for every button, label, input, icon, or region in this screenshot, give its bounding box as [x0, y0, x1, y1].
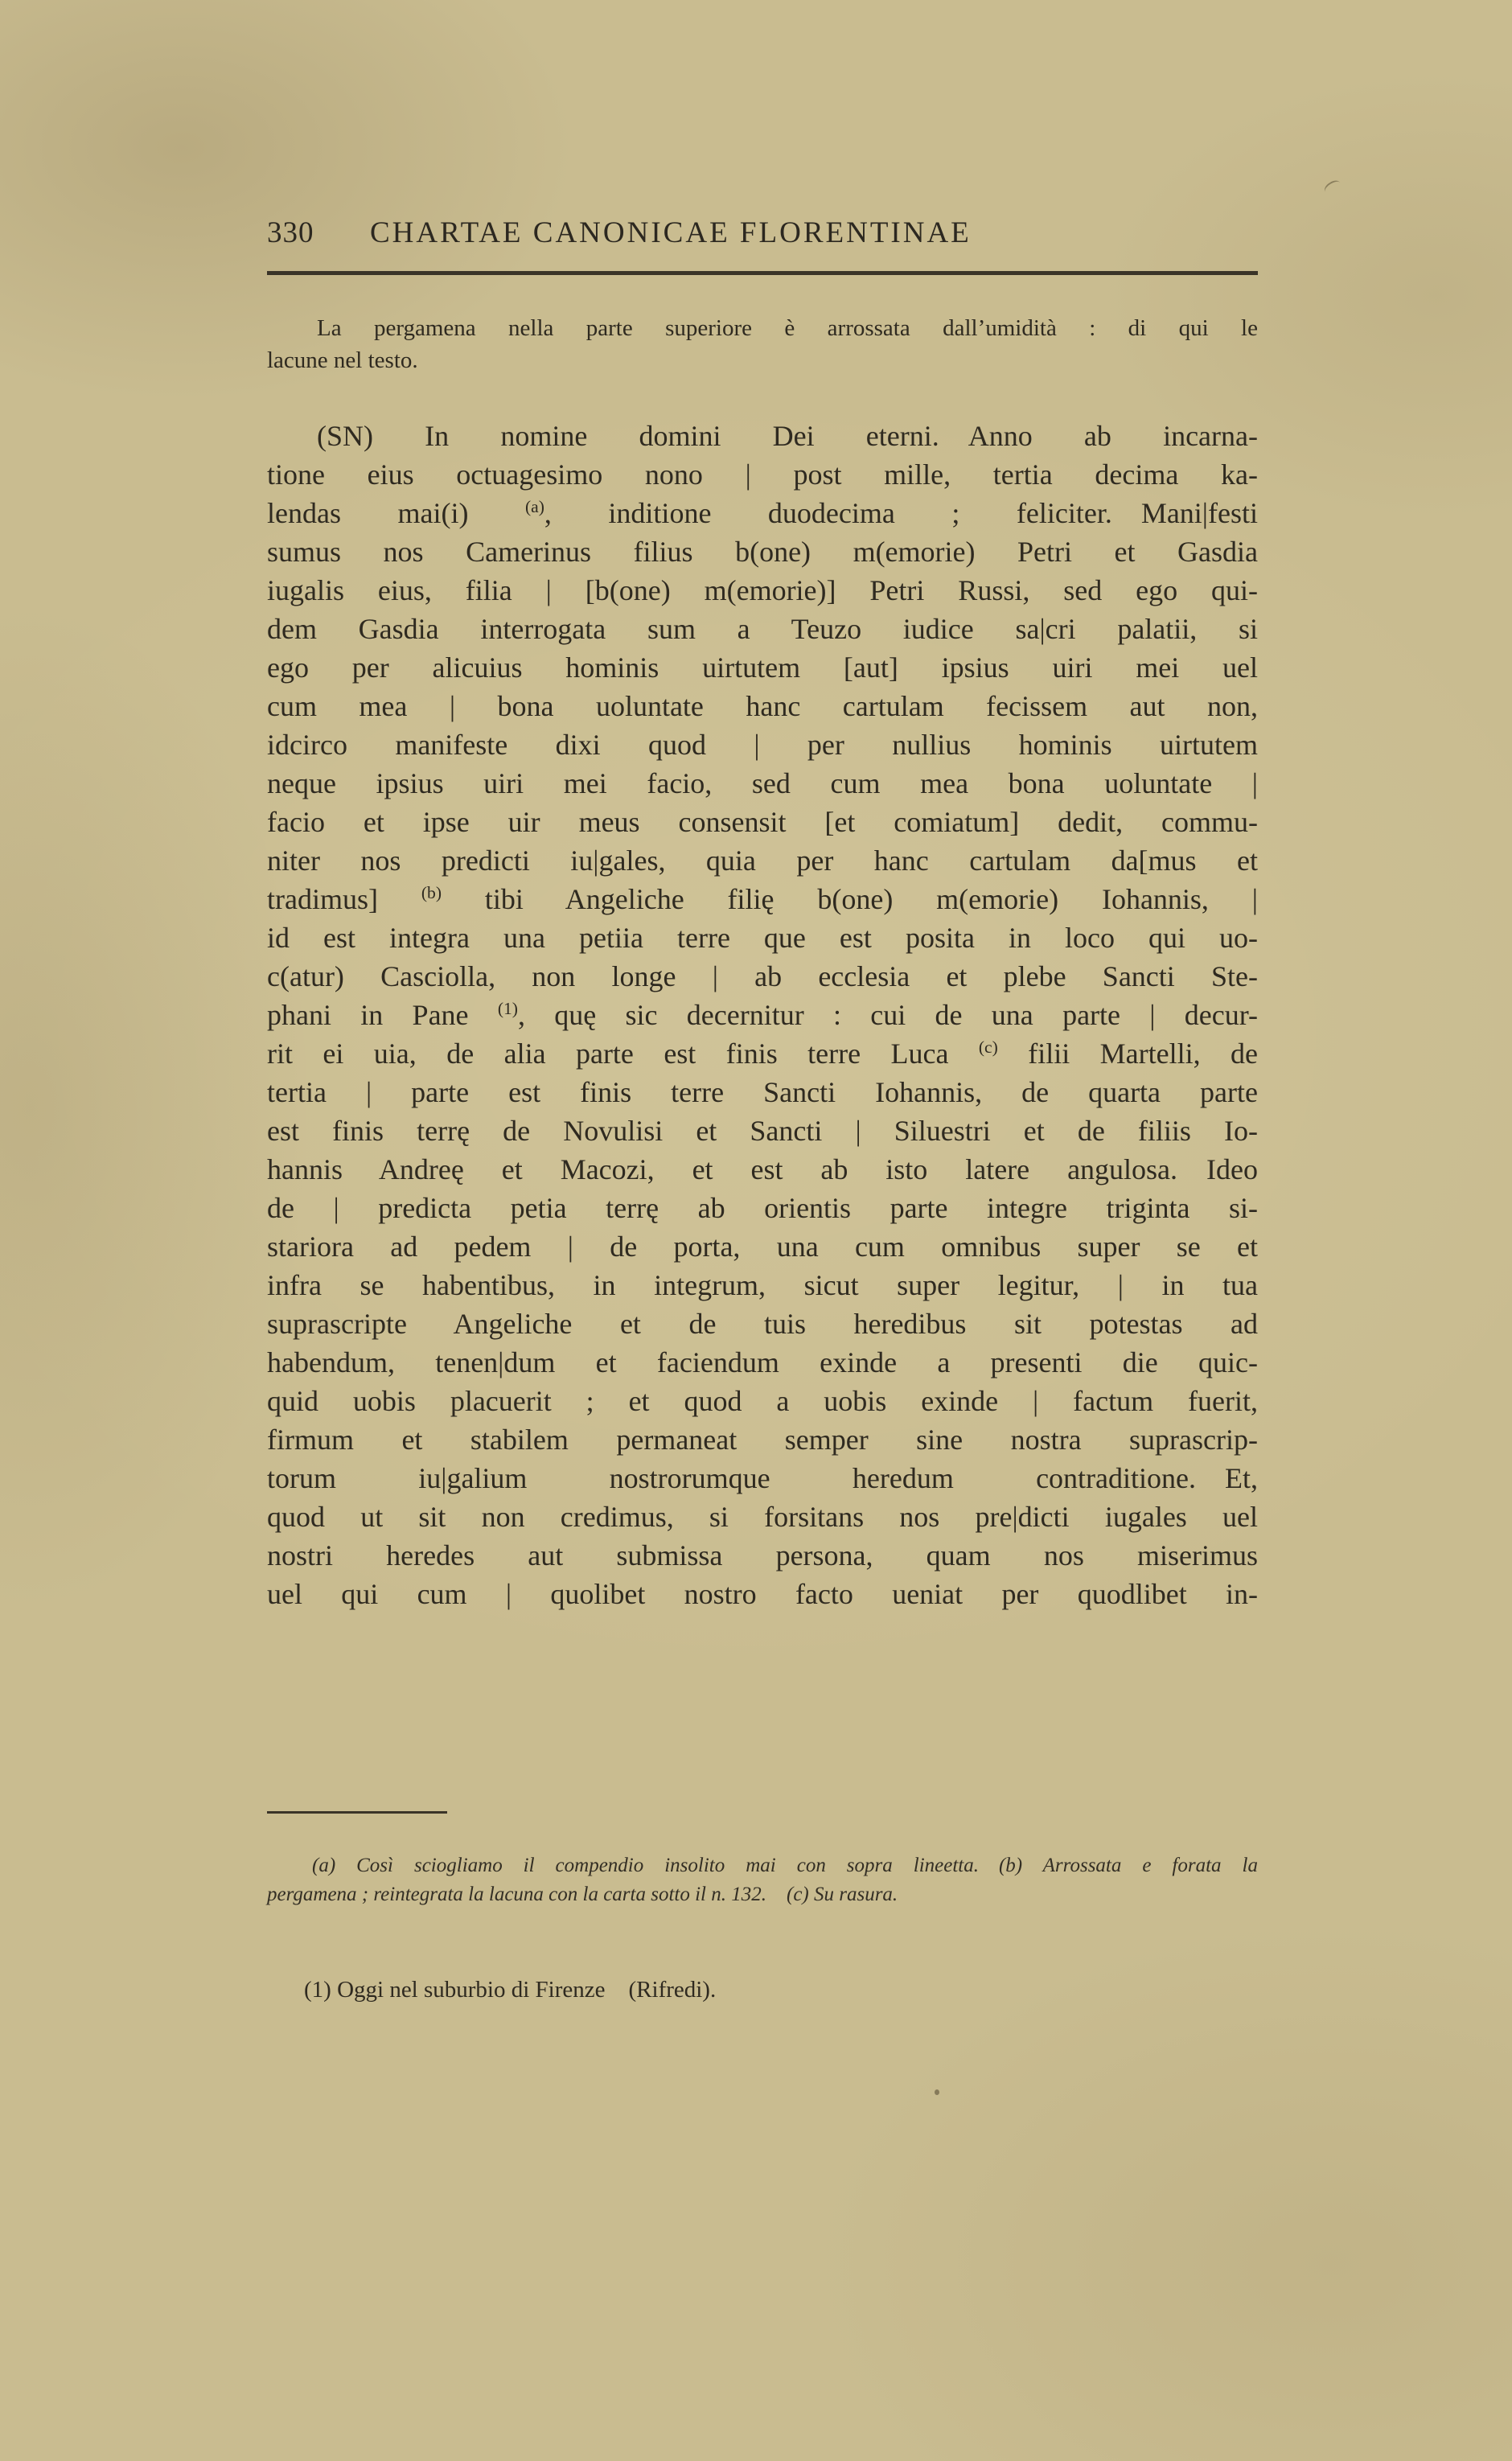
apparatus-line: (a) Così sciogliamo il compendio insolito mai con sopra lineetta. (b) Arrossata e forata la [312, 1855, 1258, 1876]
body-line: lendas mai(i) $^{(a)}$, inditione duodecima ; feliciter. Mani|festi [267, 497, 1258, 529]
body-line: phani in Pane $^{(1)}$, quę sic decernitur : cui de una parte | decur- [267, 999, 1258, 1031]
body-line: est finis terrę de Novulisi et Sancti | Siluestri et de filiis Io- [267, 1115, 1258, 1147]
body-line: quid uobis placuerit ; et quod a uobis exinde | factum fuerit, [267, 1385, 1258, 1417]
body-line: c(atur) Casciolla, non longe | ab ecclesia et plebe Sancti Ste- [267, 960, 1258, 992]
body-line: dem Gasdia interrogata sum a Teuzo iudice sa|cri palatii, si [267, 613, 1258, 645]
body-line: (SN) In nomine domini Dei eterni. Anno ab incarna- [317, 420, 1258, 452]
header-rule [267, 271, 1258, 275]
headnote [267, 312, 1258, 376]
body-line: torum iu|galium nostrorumque heredum contraditione. Et, [267, 1462, 1258, 1494]
footnote-rule [267, 1811, 447, 1814]
scan-artifact-mark [1322, 178, 1343, 197]
body-line: habendum, tenen|dum et faciendum exinde a presenti die quic- [267, 1346, 1258, 1378]
footnote-1: (1) Oggi nel suburbio di Firenze (Rifredi). [304, 1977, 717, 2003]
body-line: tradimus] $^{(b)}$ tibi Angeliche filię b(one) m(emorie) Iohannis, | [267, 883, 1258, 915]
running-title: CHARTAE CANONICAE FLORENTINAE [370, 216, 972, 249]
body-line: neque ipsius uiri mei facio, sed cum mea bona uoluntate | [267, 767, 1258, 799]
body-line: rit ei uia, de alia parte est finis terre Luca $^{(c)}$ filii Martelli, de [267, 1037, 1259, 1070]
note-marker: (c) [978, 1037, 998, 1057]
body-text [267, 417, 1258, 1613]
body-line: suprascripte Angeliche et de tuis heredibus sit potestas ad [267, 1308, 1258, 1340]
body-line: tione eius octuagesimo nono | post mille, tertia decima ka- [267, 458, 1258, 491]
headnote-line: lacune nel testo. [267, 347, 418, 373]
body-line: stariora ad pedem | de porta, una cum omnibus super se et [267, 1230, 1258, 1263]
headnote-line: La pergamena nella parte superiore è arrossata dall’umidità : di qui le [317, 315, 1258, 341]
note-marker: (b) [421, 883, 442, 902]
body-line: nostri heredes aut submissa persona, quam nos miserimus [267, 1539, 1258, 1572]
note-marker: (1) [497, 999, 518, 1018]
note-marker: (a) [524, 497, 544, 516]
body-line: id est integra una petiia terre que est posita in loco qui uo- [267, 922, 1258, 954]
body-line: firmum et stabilem permaneat semper sine nostra suprascrip- [267, 1424, 1258, 1456]
body-line: cum mea | bona uoluntate hanc cartulam fecissem aut non, [267, 690, 1258, 722]
body-line: sumus nos Camerinus filius b(one) m(emorie) Petri et Gasdia [267, 536, 1258, 568]
body-line: facio et ipse uir meus consensit [et comiatum] dedit, commu- [267, 806, 1258, 838]
body-line: ego per alicuius hominis uirtutem [aut] ipsius uiri mei uel [267, 651, 1258, 684]
body-line: iugalis eius, filia | [b(one) m(emorie)] Petri Russi, sed ego qui- [267, 574, 1258, 606]
page-number: 330 [267, 216, 314, 249]
body-line: hannis Andreę et Macozi, et est ab isto latere angulosa. Ideo [267, 1153, 1258, 1185]
body-line: idcirco manifeste dixi quod | per nullius hominis uirtutem [267, 729, 1258, 761]
page-header [267, 216, 1258, 254]
body-line: de | predicta petia terrę ab orientis parte integre triginta si- [267, 1192, 1258, 1224]
body-line: quod ut sit non credimus, si forsitans nos pre|dicti iugales uel [267, 1501, 1258, 1533]
body-line: uel qui cum | quolibet nostro facto ueniat per quodlibet in- [267, 1578, 1258, 1610]
body-line: tertia | parte est finis terre Sancti Iohannis, de quarta parte [267, 1076, 1258, 1108]
scan-artifact-dot [935, 2089, 939, 2095]
apparatus-notes [267, 1851, 1258, 1909]
body-line: niter nos predicti iu|gales, quia per hanc cartulam da[mus et [267, 844, 1258, 877]
body-line: infra se habentibus, in integrum, sicut super legitur, | in tua [267, 1269, 1258, 1301]
apparatus-line: pergamena ; reintegrata la lacuna con la carta sotto il n. 132. (c) Su rasura. [267, 1884, 898, 1905]
